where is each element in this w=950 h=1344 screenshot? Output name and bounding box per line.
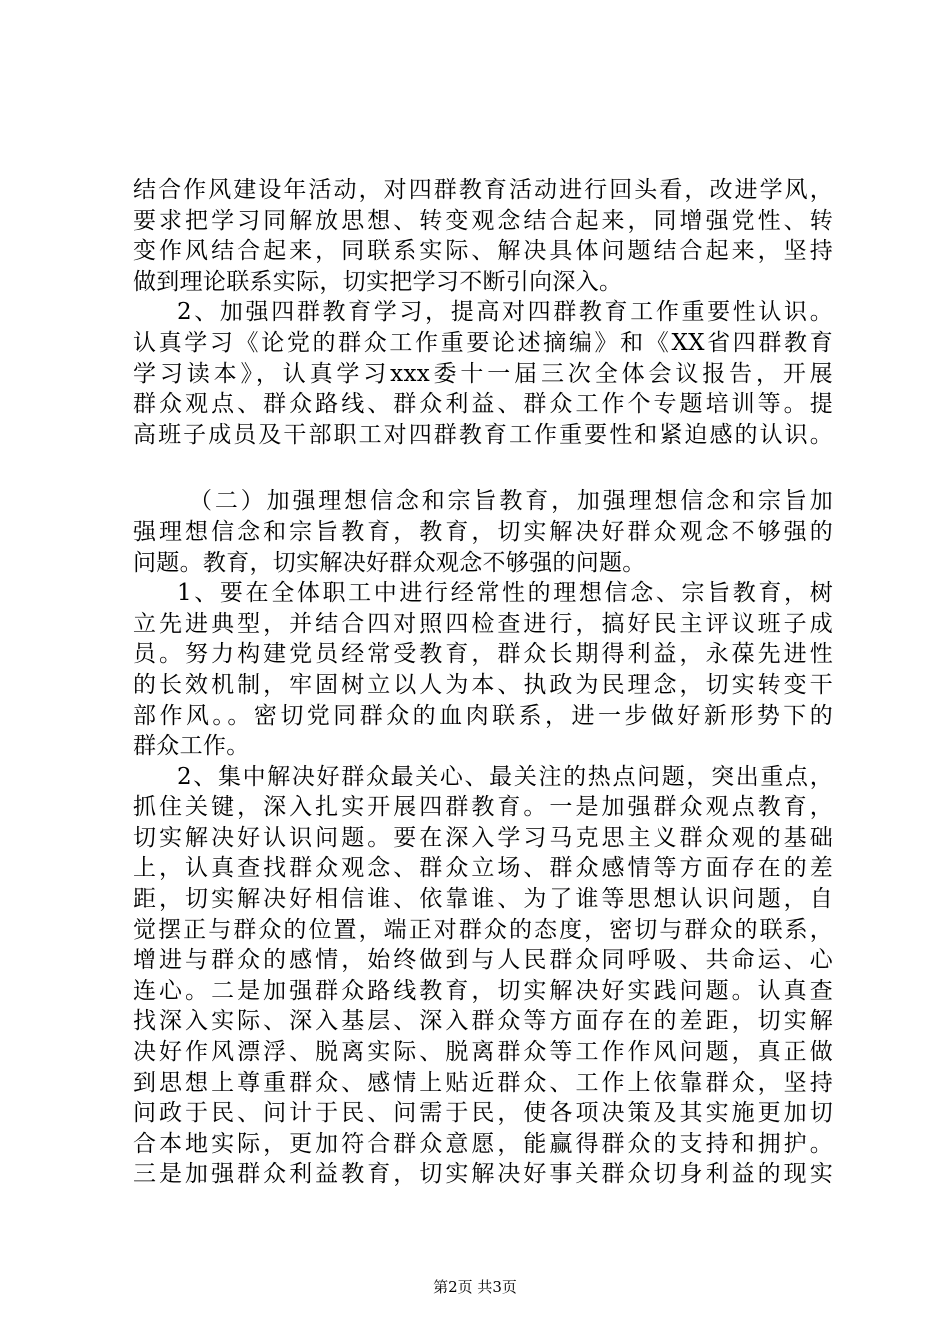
text-line: 问题。教育，切实解决好群众观念不够强的问题。: [133, 549, 646, 576]
text-line: 三是加强群众利益教育，切实解决好事关群众切身利益的现实: [133, 1161, 833, 1188]
text-line: 上，认真查找群众观念、群众立场、群众感情等方面存在的差: [133, 855, 833, 882]
text-line: 部作风。。密切党同群众的血肉联系，进一步做好新形势下的: [133, 702, 833, 729]
text-line: 员。努力构建党员经常受教育，群众长期得利益，永葆先进性: [133, 641, 833, 668]
text-line: 找深入实际、深入基层、深入群众等方面存在的差距，切实解: [133, 1008, 833, 1035]
paragraph-start: 2、集中解决好群众最关心、最关注的热点问题，突出重点，: [177, 763, 833, 790]
text-line: 距，切实解决好相信谁、依靠谁、为了谁等思想认识问题，自: [133, 886, 833, 913]
text-line: 群众工作。: [133, 733, 250, 760]
paragraph-gap: [133, 450, 833, 486]
text-line: 立先进典型，并结合四对照四检查进行，搞好民主评议班子成: [133, 610, 833, 637]
document-body: [133, 175, 833, 1190]
text-line: 的长效机制，牢固树立以人为本、执政为民理念，切实转变干: [133, 671, 833, 698]
text-line: 抓住关键，深入扎实开展四群教育。一是加强群众观点教育，: [133, 794, 833, 821]
text-line: 变作风结合起来，同联系实际、解决具体问题结合起来，坚持: [133, 238, 833, 265]
text-line: 问政于民、问计于民、问需于民，使各项决策及其实施更加切: [133, 1100, 833, 1127]
page-number-footer: 第2页 共3页: [433, 1278, 517, 1296]
text-line: 连心。二是加强群众路线教育，切实解决好实践问题。认真查: [133, 977, 833, 1004]
section-heading: （二）加强理想信念和宗旨教育，加强理想信念和宗旨加: [189, 488, 833, 515]
text-line: 要求把学习同解放思想、转变观念结合起来，同增强党性、转: [133, 207, 833, 234]
text-line: 做到理论联系实际，切实把学习不断引向深入。: [133, 268, 623, 295]
paragraph-start: 2、加强四群教育学习，提高对四群教育工作重要性认识。: [177, 299, 833, 326]
text-line: 觉摆正与群众的位置，端正对群众的态度，密切与群众的联系，: [133, 916, 833, 943]
text-line: 群众观点、群众路线、群众利益、群众工作个专题培训等。提: [133, 391, 833, 418]
text-line: 高班子成员及干部职工对四群教育工作重要性和紧迫感的认识。: [133, 421, 833, 448]
text-line: 到思想上尊重群众、感情上贴近群众、工作上依靠群众，坚持: [133, 1069, 833, 1096]
text-line: 合本地实际，更加符合群众意愿，能赢得群众的支持和拥护。: [133, 1130, 833, 1157]
text-line: 学习读本》，认真学习xxx委十一届三次全体会议报告，开展: [133, 360, 833, 387]
text-line: 结合作风建设年活动，对四群教育活动进行回头看，改进学风，: [133, 177, 833, 203]
text-line: 认真学习《论党的群众工作重要论述摘编》和《XX省四群教育: [133, 329, 833, 356]
text-line: 切实解决好认识问题。要在深入学习马克思主义群众观的基础: [133, 824, 833, 851]
text-line: 决好作风漂浮、脱离实际、脱离群众等工作作风问题，真正做: [133, 1039, 833, 1066]
text-line: 强理想信念和宗旨教育，教育，切实解决好群众观念不够强的: [133, 518, 833, 545]
text-line: 增进与群众的感情，始终做到与人民群众同呼吸、共命运、心: [133, 947, 833, 974]
paragraph-start: 1、要在全体职工中进行经常性的理想信念、宗旨教育，树: [177, 580, 833, 607]
